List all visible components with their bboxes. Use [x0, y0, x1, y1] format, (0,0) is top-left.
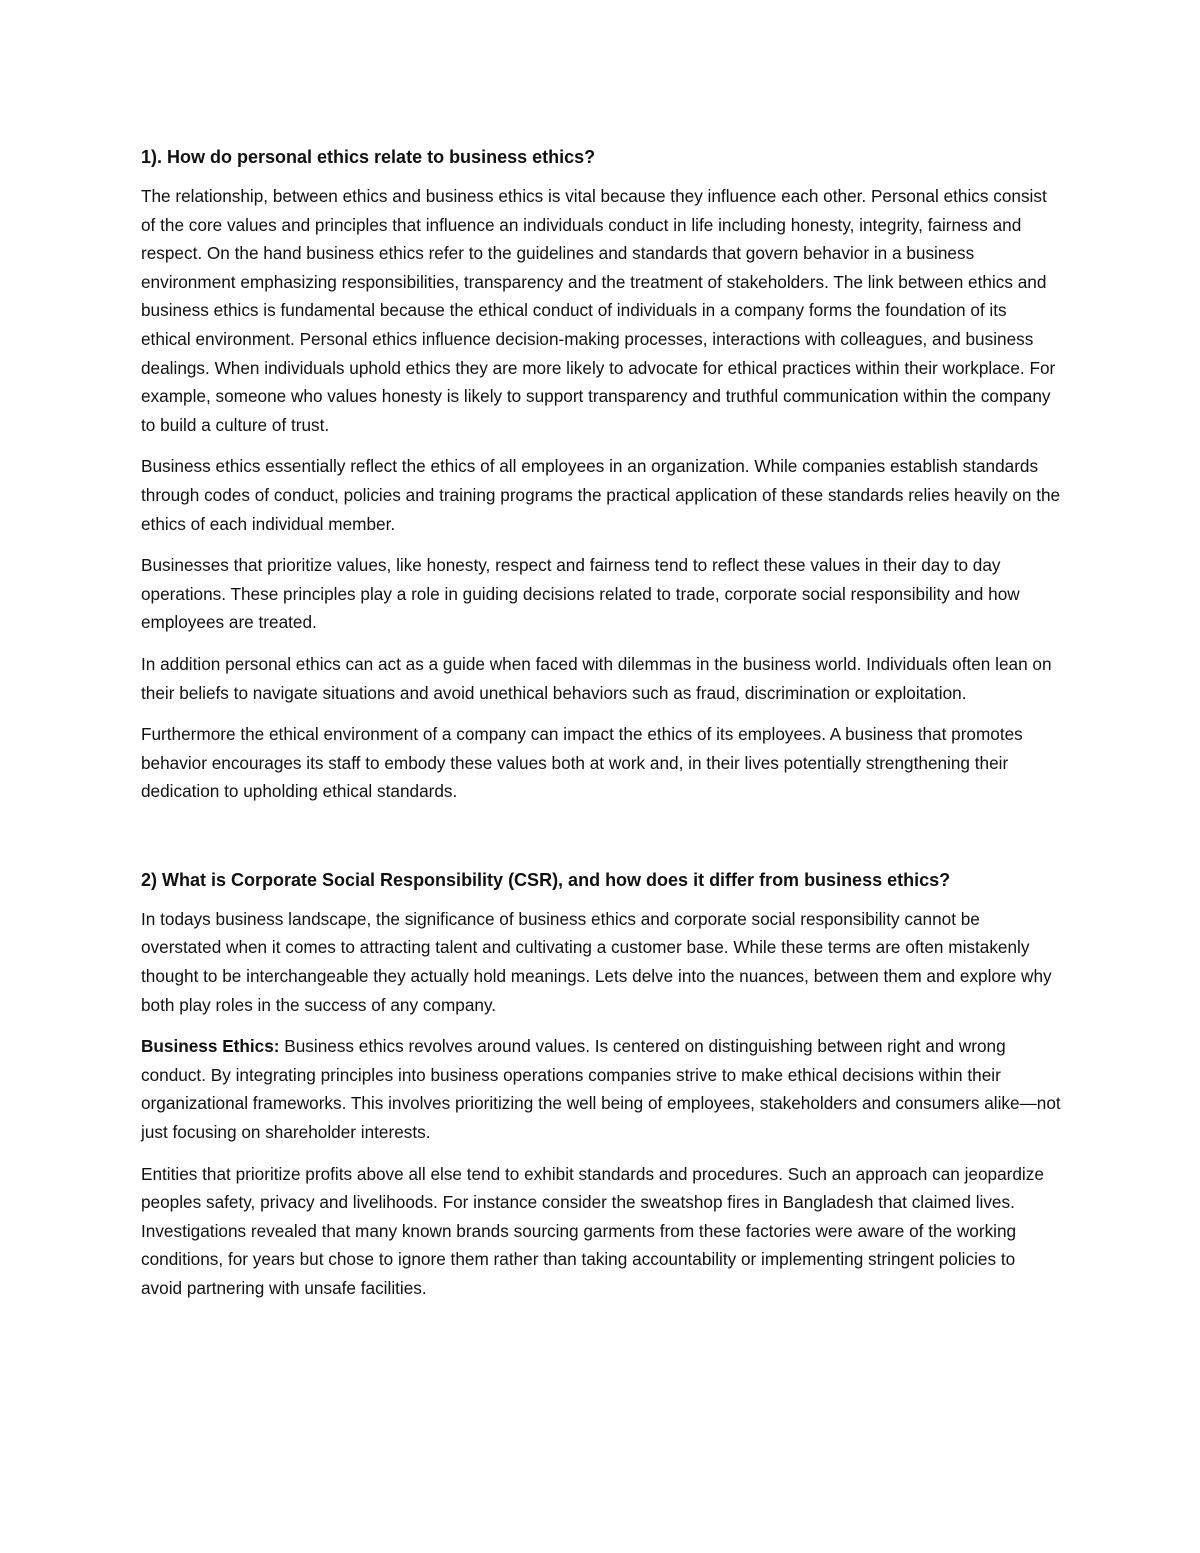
- document-body: [141, 144, 1061, 1316]
- q1-paragraph-2: Business ethics essentially reflect the ethics of all employees in an organization. While companies establish standards through codes of conduct, policies and training programs the practical application of these standards relies heavily on the ethics of each individual member.: [141, 456, 1061, 534]
- q2-business-ethics-paragraph: [141, 1032, 1061, 1146]
- question-2-heading: 2) What is Corporate Social Responsibility (CSR), and how does it differ from business ethics?: [141, 869, 951, 890]
- business-ethics-label: Business Ethics:: [141, 1036, 280, 1057]
- q2-entities-paragraph: Entities that prioritize profits above all else tend to exhibit standards and procedures. Such an approach can jeopardize peoples safety, privacy and livelihoods. For instance consider the sweatshop fires in Bangladesh that claimed lives. Investigations revealed that many known brands sourcing garments from these factories were aware of the working conditions, for years but chose to ignore them rather than taking accountability or implementing stringent policies to avoid partnering with unsafe facilities.: [141, 1163, 1044, 1298]
- q1-paragraph-3: Businesses that prioritize values, like honesty, respect and fairness tend to reflect these values in their day to day operations. These principles play a role in guiding decisions related to trade, corporate social responsibility and how employees are treated.: [141, 555, 1020, 633]
- q1-paragraph-1: The relationship, between ethics and business ethics is vital because they influence each other. Personal ethics consist of the core values and principles that influence an individuals conduct in life including honesty, integrity, fairness and respect. On the hand business ethics refer to the guidelines and standards that govern behavior in a business environment emphasizing responsibilities, transparency and the treatment of stakeholders. The link between ethics and business ethics is fundamental because the ethical conduct of individuals in a company forms the foundation of its ethical environment. Personal ethics influence decision-making processes, interactions with colleagues, and business dealings. When individuals uphold ethics they are more likely to advocate for ethical practices within their workplace. For example, someone who values honesty is likely to support transparency and truthful communication within the company to build a culture of trust.: [141, 186, 1056, 435]
- q1-paragraph-4: In addition personal ethics can act as a guide when faced with dilemmas in the business world. Individuals often lean on their beliefs to navigate situations and avoid unethical behaviors such as fraud, discrimination or exploitation.: [141, 653, 1052, 703]
- business-ethics-text: Business ethics revolves around values. Is centered on distinguishing between right and wrong conduct. By integrating principles into business operations companies strive to make ethical decisions within their organizational frameworks. This involves prioritizing the well being of employees, stakeholders and consumers alike—not just focusing on shareholder interests.: [141, 1036, 1061, 1143]
- q1-paragraph-5: Furthermore the ethical environment of a company can impact the ethics of its employees. A business that promotes behavior encourages its staff to embody these values both at work and, in their lives potentially strengthening their dedication to upholding ethical standards.: [141, 724, 1023, 802]
- section-spacer: [141, 819, 1061, 867]
- question-1-heading: 1). How do personal ethics relate to business ethics?: [141, 147, 596, 167]
- q2-intro-paragraph: In todays business landscape, the significance of business ethics and corporate social responsibility cannot be overstated when it comes to attracting talent and cultivating a customer base. While these terms are often mistakenly thought to be interchangeable they actually hold meanings. Lets delve into the nuances, between them and explore why both play roles in the success of any company.: [141, 908, 1052, 1015]
